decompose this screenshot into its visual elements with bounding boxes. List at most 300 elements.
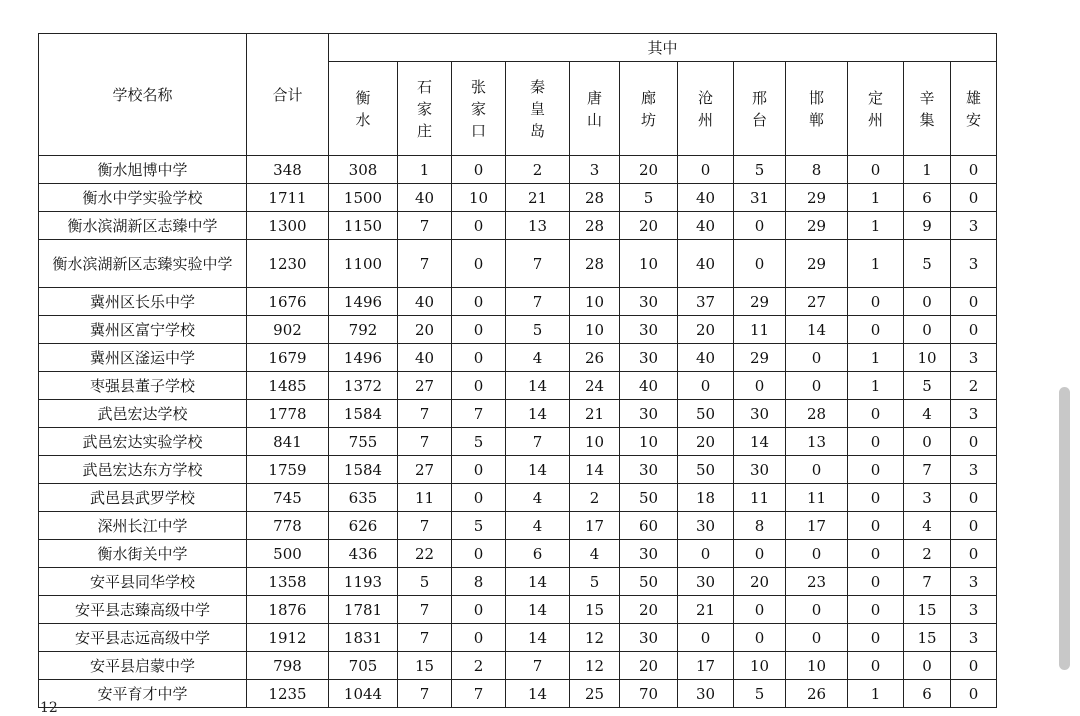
table-row (39, 624, 997, 652)
city-count-cell: 40 (398, 184, 452, 212)
school-name-cell: 安平县志远高级中学 (39, 624, 247, 652)
city-count-cell: 0 (452, 344, 506, 372)
school-name-cell: 武邑宏达东方学校 (39, 456, 247, 484)
city-count-cell: 15 (398, 652, 452, 680)
total-cell: 902 (247, 316, 329, 344)
city-count-cell: 5 (904, 240, 951, 288)
city-count-cell: 30 (620, 456, 678, 484)
school-name-cell: 枣强县董子学校 (39, 372, 247, 400)
city-count-cell: 30 (620, 400, 678, 428)
city-count-cell: 4 (506, 344, 570, 372)
city-count-cell: 29 (734, 288, 786, 316)
table-row (39, 512, 997, 540)
city-count-cell: 70 (620, 680, 678, 708)
header-city-char: 家 (416, 99, 432, 118)
header-city-char: 台 (751, 110, 767, 129)
city-count-cell: 29 (786, 184, 848, 212)
city-count-cell: 0 (951, 288, 997, 316)
total-cell: 1300 (247, 212, 329, 240)
total-cell: 1679 (247, 344, 329, 372)
city-count-cell: 0 (734, 372, 786, 400)
city-count-cell: 30 (620, 540, 678, 568)
city-count-cell: 7 (398, 428, 452, 456)
city-count-cell: 0 (951, 428, 997, 456)
city-count-cell: 0 (951, 484, 997, 512)
city-count-cell: 28 (786, 400, 848, 428)
city-count-cell: 10 (570, 428, 620, 456)
city-count-cell: 7 (398, 240, 452, 288)
city-count-cell: 9 (904, 212, 951, 240)
page-number: 12 (40, 700, 58, 716)
city-count-cell: 4 (904, 512, 951, 540)
header-group: 其中 (329, 34, 997, 62)
header-city-char: 州 (697, 110, 713, 129)
city-count-cell: 37 (678, 288, 734, 316)
city-count-cell: 5 (452, 428, 506, 456)
city-count-cell: 20 (620, 652, 678, 680)
city-count-cell: 30 (678, 568, 734, 596)
city-count-cell: 10 (786, 652, 848, 680)
city-count-cell: 10 (620, 428, 678, 456)
city-count-cell: 26 (786, 680, 848, 708)
city-count-cell: 7 (506, 652, 570, 680)
city-count-cell: 50 (678, 400, 734, 428)
city-count-cell: 0 (734, 540, 786, 568)
city-count-cell: 20 (620, 212, 678, 240)
city-count-cell: 8 (786, 156, 848, 184)
city-count-cell: 6 (904, 680, 951, 708)
city-count-cell: 20 (678, 316, 734, 344)
table-row (39, 680, 997, 708)
city-count-cell: 12 (570, 652, 620, 680)
header-city-char: 家 (470, 99, 486, 118)
city-count-cell: 2 (570, 484, 620, 512)
city-count-cell: 0 (678, 540, 734, 568)
city-count-cell: 14 (506, 456, 570, 484)
total-cell: 1485 (247, 372, 329, 400)
header-city-char: 庄 (416, 121, 432, 140)
city-count-cell: 0 (452, 624, 506, 652)
city-count-cell: 4 (506, 484, 570, 512)
city-count-cell: 0 (734, 624, 786, 652)
city-count-cell: 30 (620, 288, 678, 316)
city-count-cell: 1100 (329, 240, 398, 288)
school-name-cell: 安平县同华学校 (39, 568, 247, 596)
city-count-cell: 13 (786, 428, 848, 456)
city-count-cell: 626 (329, 512, 398, 540)
city-count-cell: 27 (398, 456, 452, 484)
city-count-cell: 0 (848, 428, 904, 456)
city-count-cell: 27 (786, 288, 848, 316)
total-cell: 1235 (247, 680, 329, 708)
city-count-cell: 0 (951, 156, 997, 184)
city-count-cell: 0 (951, 184, 997, 212)
city-count-cell: 7 (904, 456, 951, 484)
city-count-cell: 0 (951, 652, 997, 680)
city-count-cell: 7 (452, 400, 506, 428)
city-count-cell: 20 (620, 596, 678, 624)
city-count-cell: 0 (904, 652, 951, 680)
city-count-cell: 1496 (329, 344, 398, 372)
city-count-cell: 0 (951, 512, 997, 540)
city-count-cell: 13 (506, 212, 570, 240)
city-count-cell: 4 (506, 512, 570, 540)
table-row (39, 540, 997, 568)
city-count-cell: 14 (506, 372, 570, 400)
table-row (39, 372, 997, 400)
city-count-cell: 26 (570, 344, 620, 372)
school-name-cell: 安平育才中学 (39, 680, 247, 708)
city-count-cell: 27 (398, 372, 452, 400)
city-count-cell: 10 (452, 184, 506, 212)
city-count-cell: 0 (848, 400, 904, 428)
city-count-cell: 1781 (329, 596, 398, 624)
school-name-cell: 衡水滨湖新区志臻实验中学 (39, 240, 247, 288)
table-row (39, 428, 997, 456)
city-count-cell: 635 (329, 484, 398, 512)
city-count-cell: 40 (620, 372, 678, 400)
city-count-cell: 17 (570, 512, 620, 540)
city-count-cell: 40 (398, 344, 452, 372)
city-count-cell: 11 (398, 484, 452, 512)
city-count-cell: 28 (570, 212, 620, 240)
city-count-cell: 40 (678, 212, 734, 240)
city-count-cell: 308 (329, 156, 398, 184)
city-count-cell: 1584 (329, 400, 398, 428)
header-city-char: 岛 (529, 121, 545, 140)
header-city-char: 集 (919, 110, 935, 129)
city-count-cell: 40 (678, 240, 734, 288)
city-count-cell: 0 (848, 624, 904, 652)
city-count-cell: 15 (904, 624, 951, 652)
total-cell: 1912 (247, 624, 329, 652)
school-name-cell: 安平县志臻高级中学 (39, 596, 247, 624)
city-count-cell: 0 (904, 316, 951, 344)
city-count-cell: 10 (570, 316, 620, 344)
city-count-cell: 1 (398, 156, 452, 184)
city-count-cell: 15 (570, 596, 620, 624)
total-cell: 798 (247, 652, 329, 680)
city-count-cell: 6 (904, 184, 951, 212)
vertical-scrollbar[interactable] (1059, 387, 1070, 670)
city-count-cell: 0 (678, 156, 734, 184)
header-city (506, 62, 570, 156)
city-count-cell: 4 (570, 540, 620, 568)
city-count-cell: 1831 (329, 624, 398, 652)
city-count-cell: 0 (452, 156, 506, 184)
city-count-cell: 1 (904, 156, 951, 184)
city-count-cell: 40 (678, 344, 734, 372)
table-row (39, 568, 997, 596)
city-count-cell: 5 (620, 184, 678, 212)
header-city-char: 廊 (640, 88, 656, 107)
city-count-cell: 0 (848, 512, 904, 540)
school-name-cell: 衡水中学实验学校 (39, 184, 247, 212)
city-count-cell: 29 (786, 212, 848, 240)
city-count-cell: 0 (452, 596, 506, 624)
header-city-char: 衡 (355, 88, 371, 107)
city-count-cell: 5 (570, 568, 620, 596)
header-city (570, 62, 620, 156)
header-city-char: 州 (867, 110, 883, 129)
table-row (39, 456, 997, 484)
header-city-char: 张 (470, 77, 486, 96)
city-count-cell: 436 (329, 540, 398, 568)
city-count-cell: 7 (452, 680, 506, 708)
header-city-char: 口 (470, 121, 486, 140)
city-count-cell: 14 (506, 624, 570, 652)
city-count-cell: 7 (506, 428, 570, 456)
city-count-cell: 14 (786, 316, 848, 344)
header-city-char: 秦 (529, 77, 545, 96)
city-count-cell: 17 (786, 512, 848, 540)
school-name-cell: 冀州区长乐中学 (39, 288, 247, 316)
city-count-cell: 0 (786, 540, 848, 568)
city-count-cell: 1 (848, 212, 904, 240)
city-count-cell: 7 (506, 240, 570, 288)
city-count-cell: 30 (734, 456, 786, 484)
city-count-cell: 21 (506, 184, 570, 212)
city-count-cell: 5 (506, 316, 570, 344)
city-count-cell: 0 (452, 372, 506, 400)
table-row (39, 240, 997, 288)
city-count-cell: 2 (506, 156, 570, 184)
city-count-cell: 0 (848, 596, 904, 624)
city-count-cell: 5 (734, 680, 786, 708)
city-count-cell: 30 (620, 316, 678, 344)
city-count-cell: 17 (678, 652, 734, 680)
table-row (39, 400, 997, 428)
city-count-cell: 0 (848, 540, 904, 568)
table-row (39, 652, 997, 680)
header-city-char: 辛 (919, 88, 935, 107)
table-row (39, 288, 997, 316)
city-count-cell: 10 (620, 240, 678, 288)
city-count-cell: 3 (951, 624, 997, 652)
city-count-cell: 40 (398, 288, 452, 316)
city-count-cell: 0 (734, 212, 786, 240)
header-city-char: 坊 (640, 110, 656, 129)
city-count-cell: 14 (734, 428, 786, 456)
city-count-cell: 60 (620, 512, 678, 540)
city-count-cell: 11 (786, 484, 848, 512)
city-count-cell: 0 (678, 372, 734, 400)
city-count-cell: 0 (452, 288, 506, 316)
city-count-cell: 10 (904, 344, 951, 372)
city-count-cell: 0 (951, 540, 997, 568)
total-cell: 1778 (247, 400, 329, 428)
city-count-cell: 1 (848, 240, 904, 288)
city-count-cell: 5 (398, 568, 452, 596)
school-quota-table (38, 33, 997, 708)
total-cell: 1230 (247, 240, 329, 288)
city-count-cell: 1 (848, 680, 904, 708)
city-count-cell: 3 (904, 484, 951, 512)
city-count-cell: 7 (904, 568, 951, 596)
school-name-cell: 武邑宏达实验学校 (39, 428, 247, 456)
city-count-cell: 0 (734, 596, 786, 624)
header-city (620, 62, 678, 156)
city-count-cell: 0 (786, 624, 848, 652)
city-count-cell: 7 (398, 512, 452, 540)
total-cell: 745 (247, 484, 329, 512)
school-name-cell: 衡水旭博中学 (39, 156, 247, 184)
city-count-cell: 18 (678, 484, 734, 512)
header-city-char: 唐 (586, 88, 602, 107)
city-count-cell: 3 (951, 344, 997, 372)
city-count-cell: 22 (398, 540, 452, 568)
city-count-cell: 14 (506, 568, 570, 596)
header-city-char: 皇 (529, 99, 545, 118)
city-count-cell: 31 (734, 184, 786, 212)
city-count-cell: 1584 (329, 456, 398, 484)
school-name-cell: 安平县启蒙中学 (39, 652, 247, 680)
city-count-cell: 3 (951, 212, 997, 240)
city-count-cell: 8 (452, 568, 506, 596)
city-count-cell: 24 (570, 372, 620, 400)
city-count-cell: 0 (904, 288, 951, 316)
city-count-cell: 3 (951, 456, 997, 484)
city-count-cell: 21 (570, 400, 620, 428)
city-count-cell: 0 (786, 456, 848, 484)
table-row (39, 316, 997, 344)
city-count-cell: 1500 (329, 184, 398, 212)
header-city-char: 山 (586, 110, 602, 129)
city-count-cell: 0 (951, 316, 997, 344)
city-count-cell: 7 (398, 624, 452, 652)
header-city (848, 62, 904, 156)
city-count-cell: 1193 (329, 568, 398, 596)
city-count-cell: 1372 (329, 372, 398, 400)
city-count-cell: 0 (734, 240, 786, 288)
city-count-cell: 14 (506, 596, 570, 624)
school-name-cell: 武邑宏达学校 (39, 400, 247, 428)
table-row (39, 212, 997, 240)
city-count-cell: 0 (848, 652, 904, 680)
table-row (39, 184, 997, 212)
city-count-cell: 28 (570, 240, 620, 288)
city-count-cell: 28 (570, 184, 620, 212)
total-cell: 1759 (247, 456, 329, 484)
city-count-cell: 3 (951, 400, 997, 428)
city-count-cell: 10 (734, 652, 786, 680)
header-city-char: 安 (966, 110, 982, 129)
school-name-cell: 衡水滨湖新区志臻中学 (39, 212, 247, 240)
city-count-cell: 7 (398, 212, 452, 240)
header-city (786, 62, 848, 156)
city-count-cell: 0 (848, 316, 904, 344)
city-count-cell: 2 (904, 540, 951, 568)
city-count-cell: 21 (678, 596, 734, 624)
city-count-cell: 30 (620, 624, 678, 652)
city-count-cell: 3 (951, 568, 997, 596)
header-city-char: 定 (867, 88, 883, 107)
school-name-cell: 深州长江中学 (39, 512, 247, 540)
city-count-cell: 7 (398, 400, 452, 428)
city-count-cell: 0 (452, 456, 506, 484)
header-city-char: 雄 (966, 88, 982, 107)
city-count-cell: 14 (570, 456, 620, 484)
header-city-char: 石 (416, 77, 432, 96)
city-count-cell: 1 (848, 184, 904, 212)
school-name-cell: 武邑县武罗学校 (39, 484, 247, 512)
city-count-cell: 1496 (329, 288, 398, 316)
header-city-char: 邯 (808, 88, 824, 107)
city-count-cell: 1 (848, 372, 904, 400)
city-count-cell: 14 (506, 680, 570, 708)
city-count-cell: 5 (452, 512, 506, 540)
total-cell: 1676 (247, 288, 329, 316)
table-row (39, 596, 997, 624)
city-count-cell: 4 (904, 400, 951, 428)
city-count-cell: 7 (398, 596, 452, 624)
city-count-cell: 20 (734, 568, 786, 596)
total-cell: 778 (247, 512, 329, 540)
total-cell: 1876 (247, 596, 329, 624)
school-name-cell: 衡水街关中学 (39, 540, 247, 568)
header-city (329, 62, 398, 156)
city-count-cell: 3 (951, 596, 997, 624)
header-city (904, 62, 951, 156)
header-city-char: 水 (355, 110, 371, 129)
header-city (951, 62, 997, 156)
city-count-cell: 0 (786, 372, 848, 400)
total-cell: 348 (247, 156, 329, 184)
city-count-cell: 0 (452, 212, 506, 240)
city-count-cell: 0 (452, 240, 506, 288)
city-count-cell: 30 (678, 512, 734, 540)
city-count-cell: 50 (620, 484, 678, 512)
total-cell: 1358 (247, 568, 329, 596)
city-count-cell: 20 (398, 316, 452, 344)
city-count-cell: 23 (786, 568, 848, 596)
city-count-cell: 0 (848, 288, 904, 316)
city-count-cell: 792 (329, 316, 398, 344)
table-row (39, 484, 997, 512)
city-count-cell: 0 (848, 484, 904, 512)
city-count-cell: 0 (452, 316, 506, 344)
city-count-cell: 3 (570, 156, 620, 184)
city-count-cell: 30 (678, 680, 734, 708)
header-city (452, 62, 506, 156)
city-count-cell: 3 (951, 240, 997, 288)
city-count-cell: 5 (904, 372, 951, 400)
total-cell: 1711 (247, 184, 329, 212)
city-count-cell: 30 (620, 344, 678, 372)
city-count-cell: 1044 (329, 680, 398, 708)
city-count-cell: 6 (506, 540, 570, 568)
city-count-cell: 11 (734, 484, 786, 512)
city-count-cell: 0 (951, 680, 997, 708)
school-name-cell: 冀州区富宁学校 (39, 316, 247, 344)
city-count-cell: 8 (734, 512, 786, 540)
city-count-cell: 0 (848, 156, 904, 184)
header-school-name: 学校名称 (39, 34, 247, 156)
city-count-cell: 0 (452, 540, 506, 568)
header-city (734, 62, 786, 156)
city-count-cell: 30 (734, 400, 786, 428)
header-total: 合计 (247, 34, 329, 156)
header-city-char: 郸 (808, 110, 824, 129)
city-count-cell: 50 (620, 568, 678, 596)
city-count-cell: 25 (570, 680, 620, 708)
city-count-cell: 5 (734, 156, 786, 184)
school-name-cell: 冀州区滏运中学 (39, 344, 247, 372)
table-row (39, 344, 997, 372)
city-count-cell: 0 (786, 596, 848, 624)
city-count-cell: 29 (786, 240, 848, 288)
city-count-cell: 12 (570, 624, 620, 652)
